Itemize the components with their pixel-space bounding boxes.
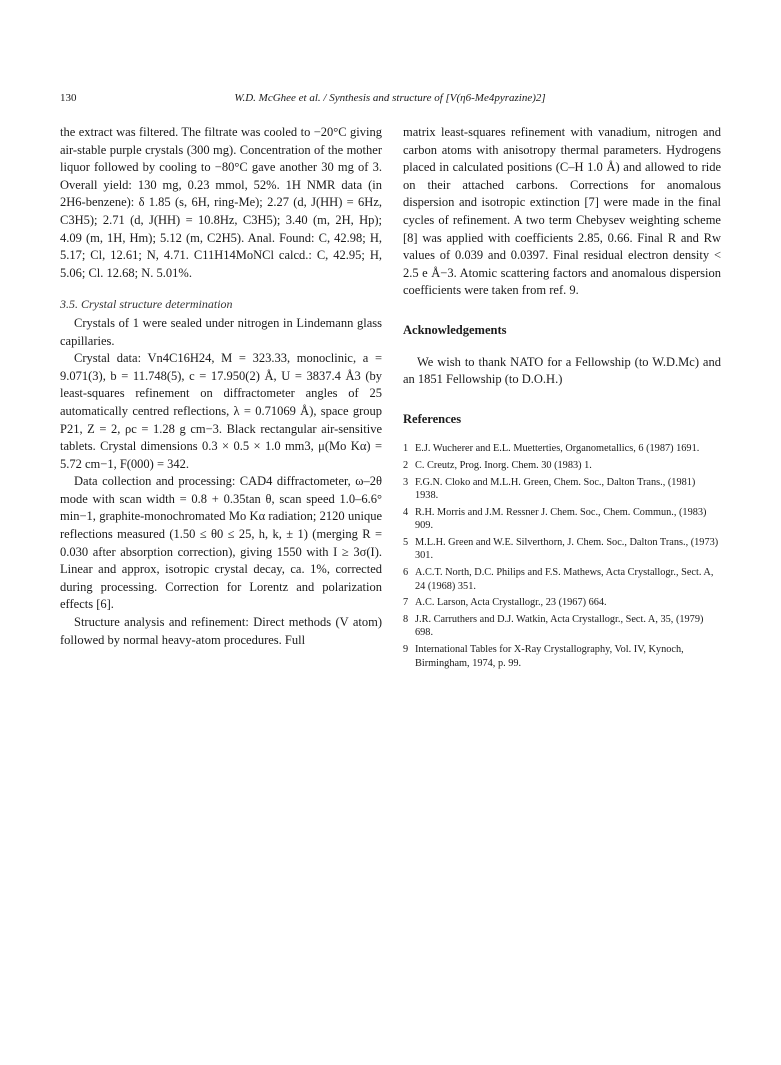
reference-item: 4 R.H. Morris and J.M. Ressner J. Chem. Soc., Chem. Commun., (1983) 909. [403, 506, 707, 532]
paragraph-refinement: matrix least-squares refinement with vanadium, nitrogen and carbon atoms with anisotropy thermal parameters. Hydrogens placed in calculated positions (C–H 1.0 Å) and allowed to ride on their attached carbons. Corrections for anomalous dispersion and isotropic extinction [7] were made in the final cycles of refinement. A two term Chebysev weighting scheme [8] was applied with coefficients 2.85, 0.66. Final R and Rw values of 0.039 and 0.0397. Final residual electron density < 2.5 e Å−3. Atomic scattering factors and anomalous dispersion coefficients were taken from ref. 9. [403, 125, 721, 298]
left-column [60, 124, 382, 649]
right-column [403, 124, 721, 673]
section-heading-crystal-structure: 3.5. Crystal structure determination [60, 297, 233, 312]
acknowledgements-text: We wish to thank NATO for a Fellowship (to W.D.Mc) and an 1851 Fellowship (to D.O.H.) [403, 354, 721, 387]
reference-item: 5 M.L.H. Green and W.E. Silverthorn, J. Chem. Soc., Dalton Trans., (1973) 301. [403, 536, 719, 562]
reference-item: 6 A.C.T. North, D.C. Philips and F.S. Mathews, Acta Crystallogr., Sect. A, 24 (1968) 351. [403, 567, 714, 592]
reference-list [403, 442, 721, 670]
paragraph-experimental-end: the extract was filtered. The filtrate was cooled to −20°C giving air-stable purple crystals (300 mg). Concentration of the mother liquor followed by cooling to −80°C gave another 30 mg of 3. Overall yield: 130 mg, 0.23 mmol, 52%. 1H NMR data (in 2H6-benzene): δ 1.85 (s, 6H, ring-Me); 2.27 (d, J(HH) = 6Hz, C3H5); 2.71 (d, J(HH) = 10.8Hz, C3H5); 3.40 (m, 2H, Hp); 4.09 (m, 1H, Hm); 5.12 (m, C2H5). Anal. Found: C, 42.98; H, 5.17; Cl, 12.61; N, 4.71. C11H14MoNCl calcd.: C, 42.95; H, 5.06; Cl. 12.68; N. 5.01%. [60, 125, 382, 280]
page-header [60, 92, 720, 110]
references-heading: References [403, 411, 462, 426]
reference-item: 1 E.J. Wucherer and E.L. Muetterties, Organometallics, 6 (1987) 1691. [403, 443, 700, 455]
paragraph-crystal-data: Crystal data: Vn4C16H24, M = 323.33, monoclinic, a = 9.071(3), b = 11.748(5), c = 17.950(2) Å, U = 3837.4 Å3 (by least-squares refinement on diffractometer angles of 25 automatically centred reflections, λ = 0.71069 Å), space group P21, Z = 2, ρc = 1.28 g cm−3. Black rectangular air-sensitive tablets. Crystal dimensions 0.3 × 0.5 × 1.0 mm3, μ(Mo Kα) = 5.72 cm−1, F(000) = 342. [60, 351, 382, 471]
reference-item: 3 F.G.N. Cloko and M.L.H. Green, Chem. Soc., Dalton Trans., (1981) 1938. [403, 476, 696, 502]
reference-item: 2 C. Creutz, Prog. Inorg. Chem. 30 (1983) 1. [403, 459, 592, 471]
paragraph-crystals: Crystals of 1 were sealed under nitrogen in Lindemann glass capillaries. [60, 315, 382, 348]
paragraph-data-collection: Data collection and processing: CAD4 diffractometer, ω–2θ mode with scan width = 0.8 + 0.35tan θ, scan speed 1.0–6.6° min−1, graphite-monochromated Mo Kα radiation; 2120 unique reflections measured (1.50 ≤ θ0 ≤ 25, h, k, ± 1) (merging R = 0.030 after absorption correction), giving 1550 with I ≥ 3σ(I). Linear and approx, isotropic crystal decay, ca. 1%, corrected during processing. Correction for Lorentz and polarization effects [6]. [60, 474, 382, 612]
paragraph-structure-analysis: Structure analysis and refinement: Direct methods (V atom) followed by normal heavy-atom procedures. Full [60, 615, 382, 647]
acknowledgements-heading: Acknowledgements [403, 322, 507, 337]
reference-item: 7 A.C. Larson, Acta Crystallogr., 23 (1967) 664. [403, 597, 607, 609]
page-number: 130 [60, 92, 77, 104]
reference-item: 9 International Tables for X-Ray Crystallography, Vol. IV, Kynoch, Birmingham, 1974, p. 99. [403, 644, 684, 669]
reference-item: 8 J.R. Carruthers and D.J. Watkin, Acta Crystallogr., Sect. A, 35, (1979) 698. [403, 613, 704, 639]
running-title: W.D. McGhee et al. / Synthesis and structure of [V(η6-Me4pyrazine)2] [234, 92, 546, 104]
